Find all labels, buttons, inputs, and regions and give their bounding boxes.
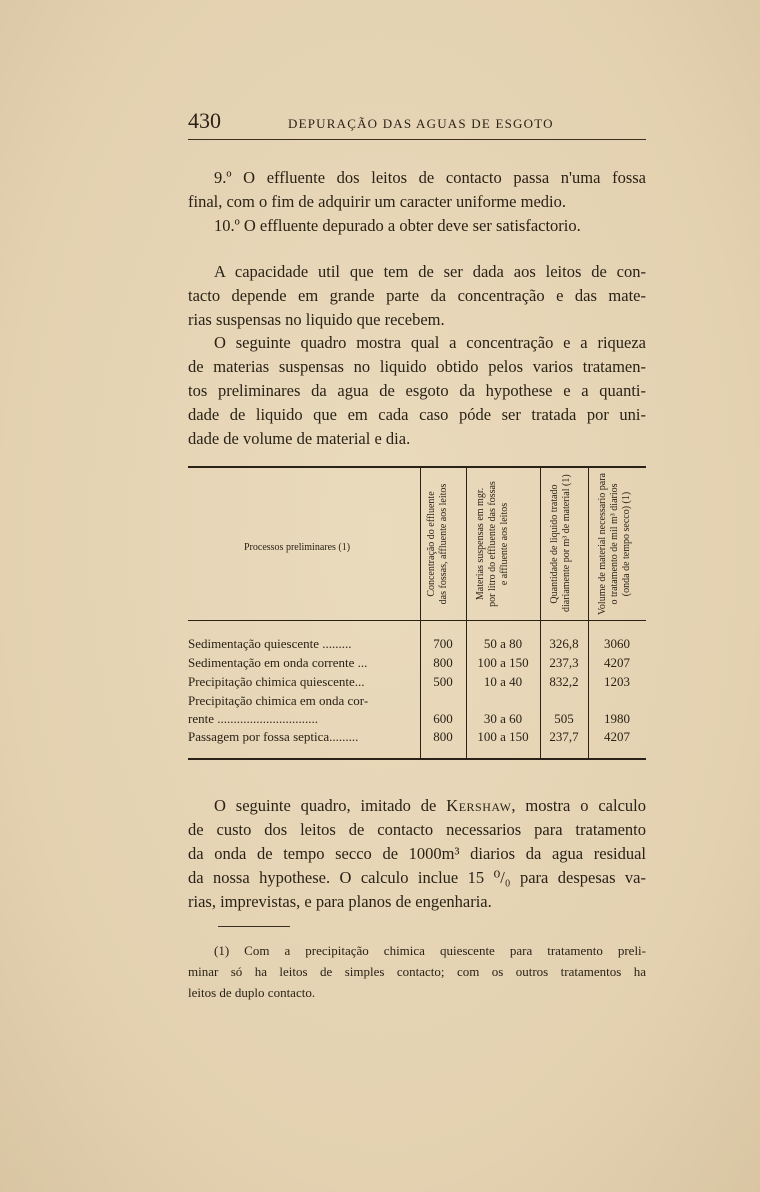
- page-header: [188, 108, 646, 140]
- cell-quantidade: 237,3: [549, 655, 579, 670]
- cell-concentracao: 700: [433, 636, 453, 651]
- footnote-line: minar só ha leitos de simples contacto; com os outros tratamentos ha: [188, 964, 646, 979]
- cell-materias: 100 a 150: [477, 655, 529, 670]
- cell-concentracao: 500: [433, 674, 453, 689]
- table-bottom-rule: [188, 758, 646, 760]
- cell-materias: 50 a 80: [483, 636, 523, 651]
- text-line: O seguinte quadro, imitado de Kershaw, mostra o calculo: [214, 796, 646, 815]
- cell-materias: 10 a 40: [483, 674, 523, 689]
- cell-concentracao: 800: [433, 729, 453, 744]
- text-line: dade de volume de material e dia.: [188, 429, 411, 448]
- item-10: [188, 214, 646, 238]
- row-label: Sedimentação em onda corrente ...: [188, 655, 368, 670]
- cell-concentracao: 600: [433, 711, 453, 726]
- footnote-rule: [218, 926, 290, 927]
- row-label: Precipitação chimica quiescente...: [188, 674, 365, 689]
- cell-materias: 100 a 150: [477, 729, 529, 744]
- text-line: A capacidade util que tem de ser dada aos leitos de con-: [214, 262, 646, 281]
- header-materias: Materias suspensas em mgr. por litro do effluente das fossas e affluente aos leitos: [475, 481, 510, 607]
- table-top-rule: [188, 466, 646, 468]
- footnote: [188, 940, 646, 1003]
- text-line: rias, imprevistas, e para planos de engenharia.: [188, 892, 492, 911]
- paragraph-quadro: [188, 331, 646, 451]
- text-line: de custo dos leitos de contacto necessarios para tratamento: [188, 820, 646, 839]
- header-concentracao: Concentração do effluente das fossas, affluente aos leitos: [426, 483, 449, 605]
- text-line: 10.º O effluente depurado a obter deve ser satisfactorio.: [214, 216, 581, 235]
- cell-concentracao: 800: [433, 655, 453, 670]
- row-label: Sedimentação quiescente .........: [188, 636, 352, 651]
- cell-quantidade: 505: [554, 711, 574, 726]
- text-line: tacto depende em grande parte da concentração e das mate-: [188, 286, 646, 305]
- text-line: de materias suspensas no liquido obtido pelos varios tratamen-: [188, 357, 646, 376]
- text-line: rias suspensas no liquido que recebem.: [188, 310, 445, 329]
- footnote-line: leitos de duplo contacto.: [188, 985, 316, 1000]
- process-table: [188, 466, 646, 762]
- cell-materias: 30 a 60: [483, 711, 523, 726]
- text-line: final, com o fim de adquirir um caracter uniforme medio.: [188, 192, 566, 211]
- text-line: dade de liquido que em cada caso póde ser tratada por uni-: [188, 405, 646, 424]
- text-line: da onda de tempo secco de 1000m³ diarios da agua residual: [188, 844, 646, 863]
- header-processos: Processos preliminares (1): [244, 542, 351, 553]
- row-label: Passagem por fossa septica.........: [188, 729, 359, 744]
- table-header-rule: [188, 620, 646, 621]
- cell-volume: 3060: [604, 636, 630, 651]
- paragraph-capacity: [188, 260, 646, 332]
- text-line: O seguinte quadro mostra qual a concentração e a riqueza: [214, 333, 646, 352]
- cell-volume: 1980: [604, 711, 630, 726]
- header-quantidade: Quantidade de liquido tratado diariamente por m³ de material (1): [549, 474, 572, 612]
- cell-volume: 1203: [604, 674, 630, 689]
- cell-quantidade: 237,7: [549, 729, 579, 744]
- header-rule: [188, 139, 646, 140]
- row-label: Precipitação chimica em onda cor-: [188, 693, 369, 708]
- cell-quantidade: 832,2: [549, 674, 579, 689]
- paragraph-kershaw: [188, 794, 646, 914]
- page-number: 430: [188, 108, 221, 133]
- text-line: 9.º O effluente dos leitos de contacto passa n'uma fossa: [214, 168, 646, 187]
- cell-quantidade: 326,8: [549, 636, 579, 651]
- cell-volume: 4207: [604, 729, 630, 744]
- text-line: da nossa hypothese. O calculo inclue 15 ⁰/₀ para despesas va-: [188, 868, 646, 887]
- text-line: tos preliminares da agua de esgoto da hypothese e a quanti-: [188, 381, 646, 400]
- row-label: rente ...............................: [188, 711, 318, 726]
- running-title: DEPURAÇÃO DAS AGUAS DE ESGOTO: [288, 116, 554, 131]
- item-9: [188, 166, 646, 214]
- cell-volume: 4207: [604, 655, 630, 670]
- author-name: Kershaw: [446, 796, 512, 815]
- footnote-line: (1) Com a precipitação chimica quiescente para tratamento preli-: [214, 943, 646, 958]
- header-volume: Volume de material necessario para o tratamento de mil m³ diarios (onda de tempo secco) (1): [597, 473, 632, 615]
